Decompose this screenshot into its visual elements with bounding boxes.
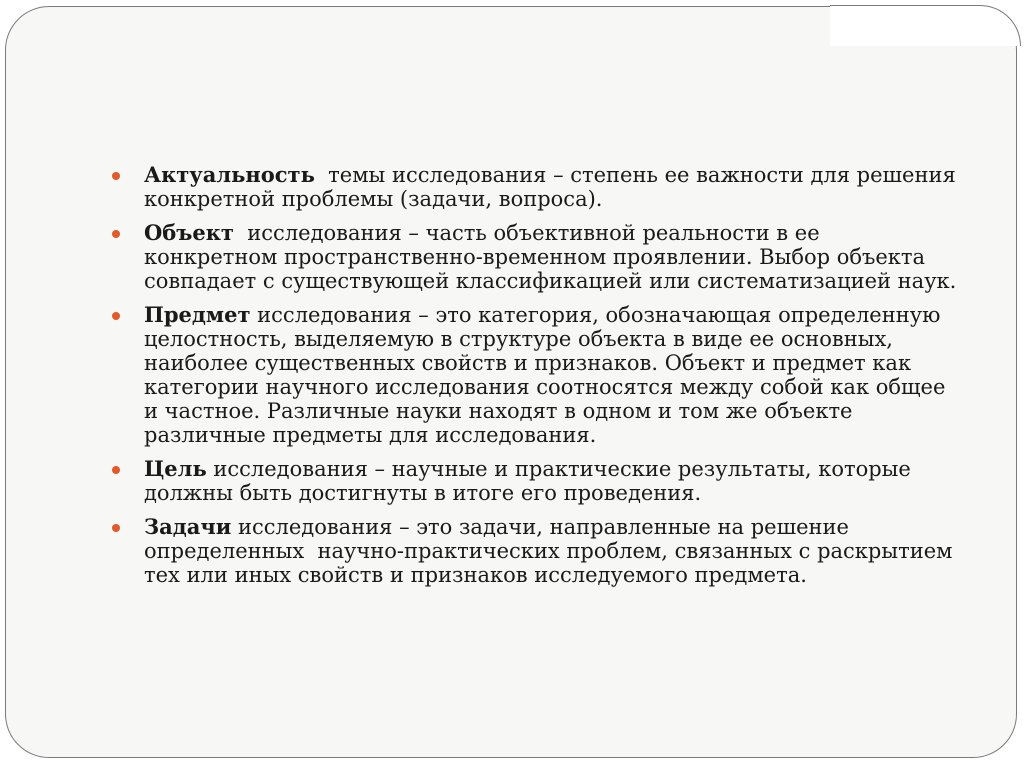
list-item-object	[108, 221, 958, 293]
definition-tasks: исследования – это задачи, направленные на решение определенных научно-практических проблем, связанных с раскрытием тех или иных свойств и признаков исследуемого предмета.	[144, 515, 960, 587]
definition-object: исследования – часть объективной реальности в ее конкретном пространственно-временном проявлении. Выбор объекта совпадает с существующей классификацией или систематизацией наук.	[144, 221, 957, 293]
bullet-dot-icon	[112, 312, 120, 320]
bullet-dot-icon	[112, 524, 120, 532]
term-goal: Цель	[144, 456, 207, 481]
term-actuality: Актуальность	[144, 162, 315, 187]
bullet-list	[108, 162, 963, 597]
definition-actuality: темы исследования – степень ее важности для решения конкретной проблемы (задачи, вопроса).	[144, 163, 963, 211]
list-item-subject	[108, 303, 958, 447]
term-object: Объект	[144, 220, 234, 245]
bullet-dot-icon	[112, 230, 120, 238]
term-tasks: Задачи	[144, 514, 232, 539]
term-subject: Предмет	[144, 302, 251, 327]
list-item-tasks	[108, 515, 958, 587]
definition-subject: исследования – это категория, обозначающая определенную целостность, выделяемую в структуре объекта в виде ее основных, наиболее существенных свойств и признаков. Объект и предмет как категории научного исследования соотносятся между собой как общее и частное. Различные науки находят в одном и том же объекте различные предметы для исследования.	[144, 303, 953, 447]
list-item-actuality	[108, 162, 963, 211]
frame-corner-notch	[830, 5, 1021, 46]
definition-goal: исследования – научные и практические результаты, которые должны быть достигнуты в итоге его проведения.	[144, 457, 918, 505]
bullet-dot-icon	[112, 466, 120, 474]
bullet-dot-icon	[112, 172, 120, 180]
list-item-goal	[108, 457, 958, 505]
